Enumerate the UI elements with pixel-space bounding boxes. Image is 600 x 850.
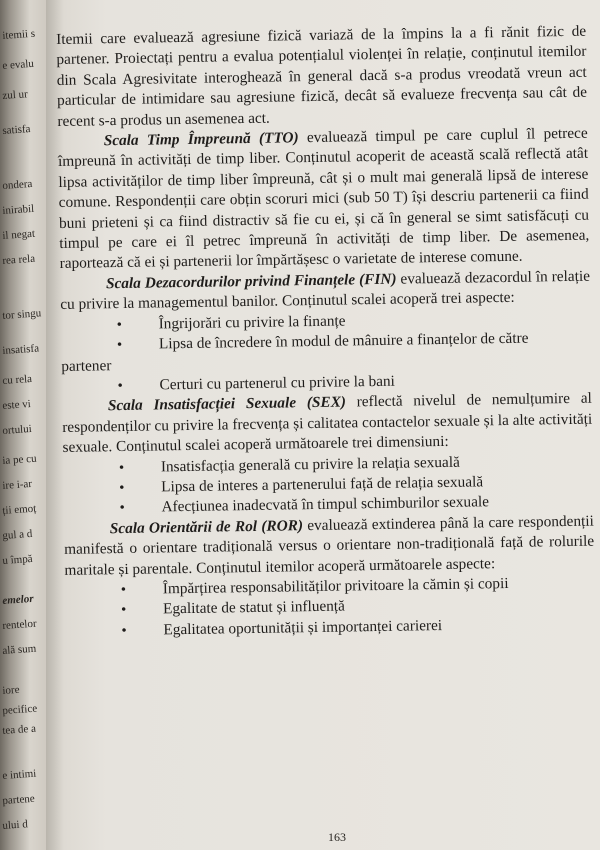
spine-text: il negat [2, 227, 36, 242]
paragraph-text: evaluează timpul pe care cuplul îl petrece împreună în activități de timp liber. Conținutul acoperit de această scală reflectă atât lipsa activităților de timp liber împreună, cât și o mult mai generală lipsă de interese comune. Respondenții care obțin scoruri mici (sub 50 T) își descriu partenerii ca fiind buni prieteni și ca fiind distractiv să fie cu ei, și că în general se simt satisfăcuți cu timpul pe care ei îl petrec împreună în activități de timp liber. De asemenea, raportează că ei și partenerii lor împărtășesc o varietate de interese comune. [57, 124, 590, 273]
adjacent-page-spine [0, 0, 46, 850]
list-item-text: Egalitate de statut și influență [162, 597, 346, 618]
spine-text: cu rela [2, 372, 33, 387]
spine-text: este vi [2, 398, 32, 412]
bullet-icon: • [117, 377, 123, 394]
spine-text: itemii s [2, 27, 36, 42]
paragraph-text: evaluează extinderea până la care respondenții manifestă o orientare tradițională versus o orientare non-tradițională față de rolurile maritale și parentale. Conținutul itemilor acoperă următoarele aspecte: [64, 512, 595, 579]
fin-bullet-list [60, 307, 591, 356]
spine-text: e evalu [2, 57, 35, 72]
spine-text: gul a d [2, 527, 33, 542]
spine-text: ondera [2, 177, 33, 192]
page-body [56, 22, 596, 642]
scale-title-tto: Scala Timp Împreună (TTO) [103, 129, 299, 150]
list-item-text: Certuri cu partenerul cu privire la bani [159, 372, 396, 394]
paragraph-aggression [56, 22, 588, 132]
bullet-icon: • [120, 581, 127, 599]
spine-text: ții emoț [2, 502, 37, 517]
bullet-icon: • [121, 622, 127, 639]
scale-title-fin: Scala Dezacordurilor privind Finanțele (FIN) [105, 270, 397, 293]
scale-title-ror: Scala Orientării de Rol (ROR) [109, 516, 304, 537]
bullet-icon: • [119, 500, 125, 517]
bullet-icon: • [120, 602, 127, 619]
spine-text: satisfa [2, 123, 31, 137]
spine-text: u împă [2, 552, 34, 567]
bullet-icon: • [119, 479, 125, 497]
list-item-text: Egalitatea oportunității și importanței carierei [163, 616, 443, 639]
list-continuation: partener [61, 356, 112, 375]
list-item-text: Lipsa de interes a partenerului față de relația sexuală [161, 473, 484, 496]
spine-text: inirabil [2, 202, 35, 217]
paragraph-text: evaluează dezacordul în relație cu privire la managementul banilor. Conținutul scalei acoperă trei aspecte: [60, 267, 591, 314]
spine-text: tea de a [2, 722, 37, 737]
spine-text: pecifice [2, 702, 38, 717]
paragraph-text: Itemii care evaluează agresiune fizică variază de la împins la a fi rănit fizic de partener. Proiectați pentru a evalua potențialul violenței în relație, conținutul itemilor din Scala Agresivitate interoghează în general dacă s-a produs vreodată vreun act particular de intimidare sau agresiune fizică, decât să evalueze frecvența sau cât de recent s-a produs un asemenea act. [56, 22, 588, 130]
spine-text: ire i-ar [2, 477, 33, 492]
spine-text: iore [2, 683, 20, 697]
list-item-text: Afecțiunea inadecvată în timpul schimburilor sexuale [161, 493, 490, 516]
list-item-text: Lipsa de încredere în modul de mânuire a finanțelor de către [158, 329, 529, 353]
spine-text: ului d [2, 818, 29, 832]
list-item-text: Îngrijorări cu privire la finanțe [158, 312, 346, 333]
spine-text: rea rela [2, 252, 36, 267]
bullet-icon: • [116, 337, 123, 354]
list-item-text: Împărțirea responsabilităților privitoare la cămin și copii [162, 574, 509, 598]
spine-text: ală sum [2, 642, 37, 657]
spine-text: rentelor [2, 617, 37, 632]
ror-bullet-list [65, 573, 596, 643]
book-page [46, 0, 600, 850]
bullet-icon: • [116, 316, 123, 333]
paragraph-sex [62, 389, 593, 459]
paragraph-tto [58, 124, 590, 275]
spine-text: tor singu [2, 307, 42, 322]
bullet-icon: • [118, 459, 125, 476]
spine-text: emelor [2, 592, 34, 607]
spine-text: e intimi [2, 767, 37, 782]
list-item-text: Insatisfacția generală cu privire la relația sexuală [160, 453, 460, 475]
paragraph-ror [64, 511, 595, 581]
paragraph-text: reflectă nivelul de nemulțumire al respondenților cu privire la frecvența și calitatea contactelor sexuale și la alte activități sexuale. Conținutul scalei acoperă următoarele trei dimensiuni: [62, 389, 593, 457]
spine-text: ortului [2, 422, 33, 437]
spine-text: partene [2, 792, 36, 807]
spine-text: ia pe cu [2, 452, 37, 467]
sex-bullet-list [63, 450, 594, 520]
scale-title-sex: Scala Insatisfacției Sexuale (SEX) [107, 393, 347, 415]
spine-text: insatisfa [2, 342, 40, 357]
spine-text: zul ur [2, 88, 29, 102]
page-number: 163 [328, 830, 346, 844]
